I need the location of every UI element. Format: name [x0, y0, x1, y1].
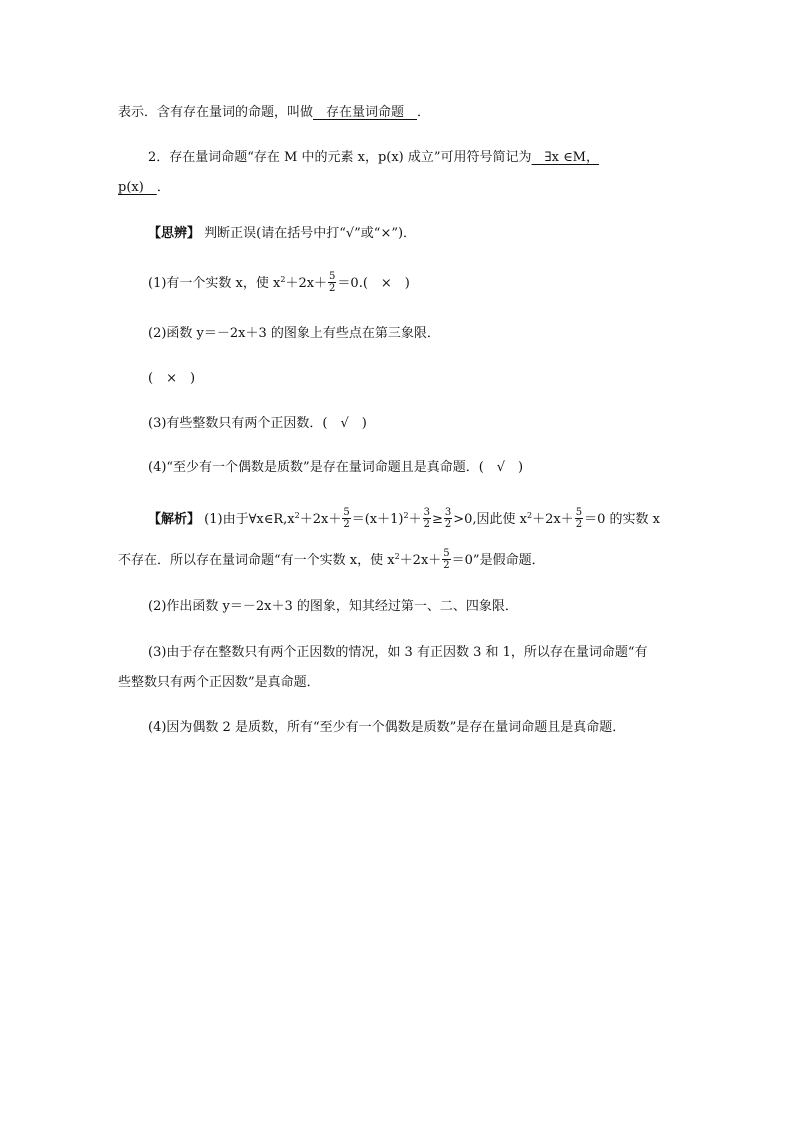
a1-f3-den: 2 — [444, 519, 452, 530]
a1-line2-part-c: ＝0”是假命题． — [451, 553, 545, 568]
analysis-3-line-2: 些整数只有两个正因数”是真命题． — [118, 675, 320, 690]
a1-f5-den: 2 — [443, 560, 450, 571]
a1-fraction-3 — [444, 507, 452, 530]
definition-line-1 — [148, 148, 599, 168]
definition-text: 2．存在量词命题“存在 M 中的元素 x，p(x) 成立”可用符号简记为 — [148, 150, 532, 165]
answer-blank-symbol-1: ∃x ∈M， — [531, 150, 599, 165]
a1-f1-num: 5 — [343, 507, 350, 518]
a1-line2-part-b: ＋2x＋ — [399, 553, 442, 568]
a1-fraction-1 — [342, 507, 350, 530]
question-2: (2)函数 y＝－2x＋3 的图象上有些点在第三象限． — [148, 326, 440, 341]
sibian-label: 【思辨】 — [148, 226, 201, 241]
intro-text: 表示．含有存在量词的命题，叫做 — [118, 105, 314, 120]
q1-fraction — [328, 271, 336, 294]
a1-fraction-4 — [575, 507, 583, 530]
a1-fraction-2 — [423, 507, 431, 530]
a1-part-c: ＝(x＋1) — [351, 512, 404, 527]
sibian-instruction: 判断正误(请在括号中打“√”或“×”)． — [200, 226, 417, 241]
question-1 — [148, 272, 410, 295]
a1-f3-num: 3 — [444, 507, 452, 518]
intro-end: ． — [417, 105, 431, 120]
a1-line2-part-a: 不存在．所以存在量词命题“有一个实数 x，使 x — [118, 553, 395, 568]
analysis-2: (2)作出函数 y＝－2x＋3 的图象，知其经过第一、二、四象限． — [148, 599, 518, 614]
a1-part-g: ＋2x＋ — [532, 512, 574, 527]
q1-text: (1)有一个实数 x，使 x — [148, 276, 281, 291]
q1-fraction-den: 2 — [329, 283, 336, 294]
analysis-3-line-1: (3)由于存在整数只有两个正因数的情况，如 3 有正因数 3 和 1，所以存在量词命题“有 — [148, 645, 648, 660]
analysis-1-line-2 — [118, 549, 545, 572]
answer-blank-existential-proposition: 存在量词命题 — [313, 105, 418, 120]
question-3: (3)有些整数只有两个正因数．( √ ) — [148, 416, 367, 431]
a1-fraction-5 — [442, 548, 450, 571]
answer-blank-symbol-2: p(x) — [118, 180, 157, 195]
analysis-4: (4)因为偶数 2 是质数，所有“至少有一个偶数是质数”是存在量词命题且是真命题． — [148, 720, 626, 735]
a1-part-a: (1)由于∀x∈R,x — [200, 512, 295, 527]
q1-exponent: 2 — [280, 275, 286, 284]
q1-answer: ＝0.( × ) — [337, 276, 410, 291]
a1-part-b: ＋2x＋ — [299, 512, 342, 527]
a1-exp-1: 2 — [294, 511, 300, 520]
a1-exp-2: 2 — [403, 511, 409, 520]
analysis-1-line-1 — [148, 508, 660, 531]
sibian-heading — [148, 224, 416, 244]
intro-line — [118, 103, 430, 123]
q1-fraction-num: 5 — [329, 271, 336, 282]
definition-line-2 — [118, 178, 170, 198]
a1-exp-3: 2 — [526, 511, 533, 520]
a1-exp-4: 2 — [394, 552, 400, 561]
a1-f4-den: 2 — [575, 519, 583, 530]
a1-f2-den: 2 — [423, 519, 430, 530]
q1-mid: ＋2x＋ — [285, 276, 328, 291]
jiexi-label: 【解析】 — [148, 512, 201, 527]
a1-f1-den: 2 — [343, 519, 350, 530]
a1-f4-num: 5 — [575, 507, 583, 518]
a1-part-e: ≥ — [431, 512, 443, 527]
question-2-answer: ( × ) — [148, 371, 196, 386]
a1-f5-num: 5 — [443, 548, 450, 559]
a1-part-d: ＋ — [408, 512, 422, 527]
question-4: (4)“至少有一个偶数是质数”是存在量词命题且是真命题．( √ ) — [148, 460, 524, 475]
a1-f2-num: 3 — [423, 507, 430, 518]
definition-end: ． — [156, 180, 170, 195]
a1-part-f: >0,因此使 x — [453, 512, 527, 527]
a1-part-h: ＝0 的实数 x — [584, 512, 660, 527]
